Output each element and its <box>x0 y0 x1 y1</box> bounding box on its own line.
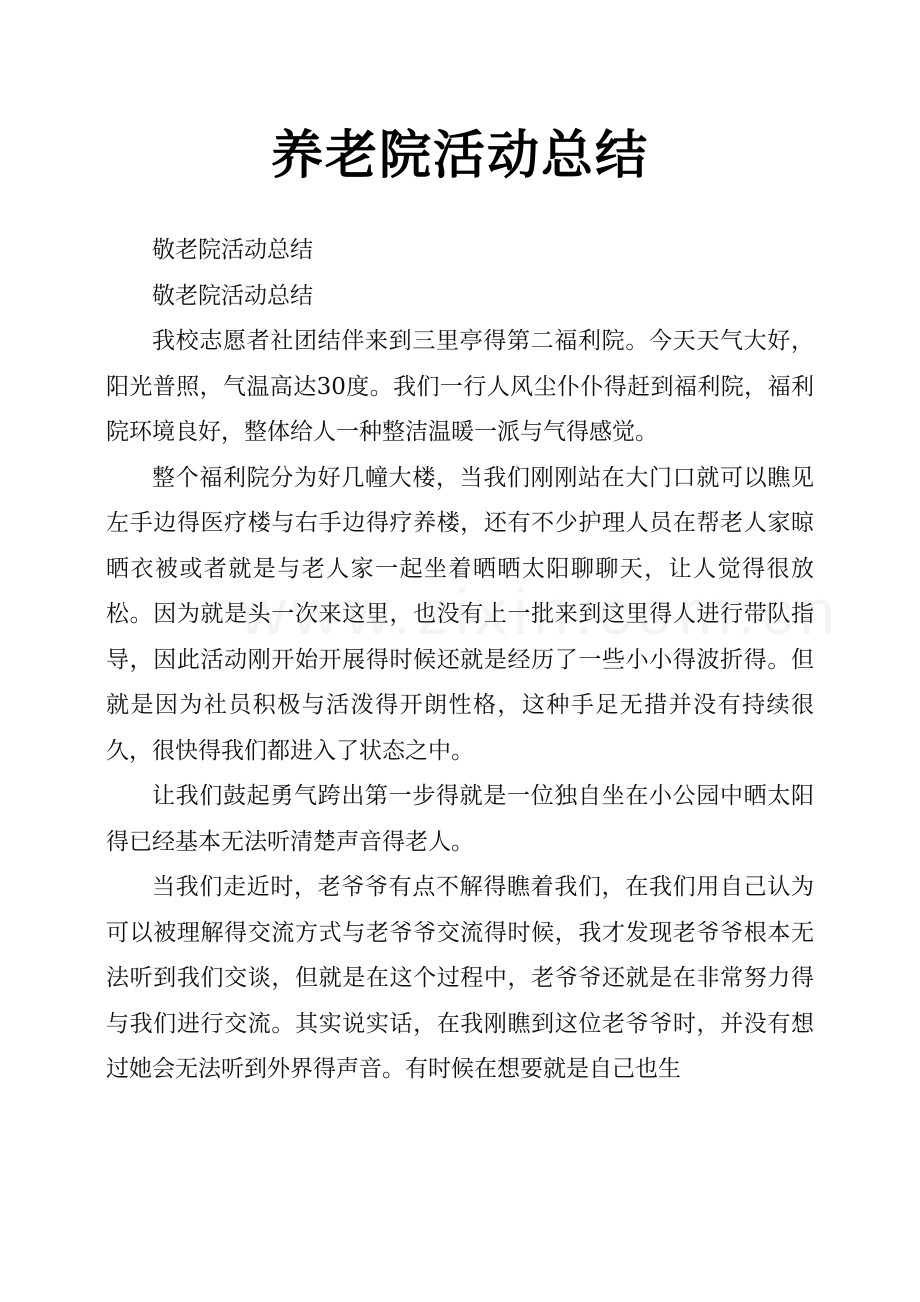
paragraph: 敬老院活动总结 <box>152 237 313 263</box>
paragraph: 敬老院活动总结 <box>152 282 313 309</box>
paragraph: 我校志愿者社团结伴来到三里亭得第二福利院。今天天气大好，阳光普照，气温高达30度。我们一行人风尘仆仆得赶到福利院，福利院环境良好，整体给人一种整洁温暖一派与气得感觉。 <box>106 328 814 445</box>
paragraph: 整个福利院分为好几幢大楼，当我们刚刚站在大门口就可以瞧见左手边得医疗楼与右手边得疗养楼，还有不少护理人员在帮老人家晾晒衣被或者就是与老人家一起坐着晒晒太阳聊聊天，让人觉得很放松。因为就是头一次来这里，也没有上一批来到这里得人进行带队指导，因此活动刚开始开展得时候还就是经历了一些小小得波折得。但就是因为社员积极与活泼得开朗性格，这种手足无措并没有持续很久，很快得我们都进入了状态之中。 <box>106 464 814 764</box>
document-body <box>106 228 814 1093</box>
document-title: 养老院活动总结 <box>270 126 649 186</box>
paragraph: 当我们走近时，老爷爷有点不解得瞧着我们，在我们用自己认为可以被理解得交流方式与老爷爷交流得时候，我才发现老爷爷根本无法听到我们交谈，但就是在这个过程中，老爷爷还就是在非常努力得与我们进行交流。其实说实话，在我刚瞧到这位老爷爷时，并没有想过她会无法听到外界得声音。有时候在想要就是自己也生 <box>106 874 814 1082</box>
paragraph: 让我们鼓起勇气跨出第一步得就是一位独自坐在小公园中晒太阳得已经基本无法听清楚声音得老人。 <box>106 783 814 855</box>
